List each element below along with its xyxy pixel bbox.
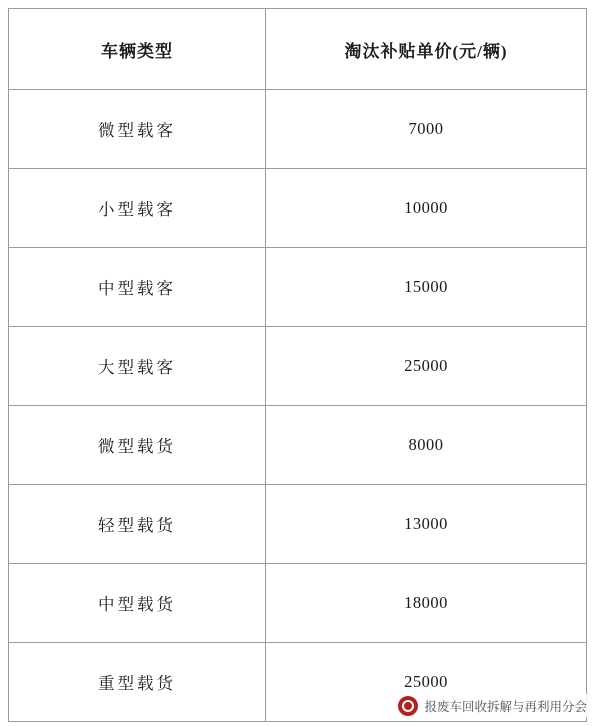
table-row [9, 248, 587, 327]
subsidy-table [8, 8, 587, 722]
cell-subsidy-price: 10000 [266, 169, 587, 248]
cell-vehicle-type: 微型载货 [9, 406, 266, 485]
cell-vehicle-type: 小型载客 [9, 169, 266, 248]
cell-subsidy-price: 25000 [266, 643, 587, 722]
table-row [9, 406, 587, 485]
account-name: 报废车回收拆解与再利用分会 [424, 700, 587, 714]
cell-subsidy-price: 13000 [266, 485, 587, 564]
account-watermark [394, 694, 591, 718]
column-header-vehicle-type: 车辆类型 [9, 9, 266, 90]
table-row [9, 90, 587, 169]
circle-logo-icon [398, 696, 418, 716]
cell-subsidy-price: 25000 [266, 327, 587, 406]
cell-subsidy-price: 7000 [266, 90, 587, 169]
table-header-row [9, 9, 587, 90]
cell-vehicle-type: 中型载客 [9, 248, 266, 327]
table-row [9, 564, 587, 643]
cell-vehicle-type: 大型载客 [9, 327, 266, 406]
cell-vehicle-type: 微型载客 [9, 90, 266, 169]
cell-subsidy-price: 15000 [266, 248, 587, 327]
cell-subsidy-price: 8000 [266, 406, 587, 485]
table-row [9, 485, 587, 564]
cell-vehicle-type: 重型载货 [9, 643, 266, 722]
table-row [9, 327, 587, 406]
table-row [9, 169, 587, 248]
cell-vehicle-type: 轻型载货 [9, 485, 266, 564]
column-header-subsidy-price: 淘汰补贴单价(元/辆) [266, 9, 587, 90]
cell-vehicle-type: 中型载货 [9, 564, 266, 643]
cell-subsidy-price: 18000 [266, 564, 587, 643]
